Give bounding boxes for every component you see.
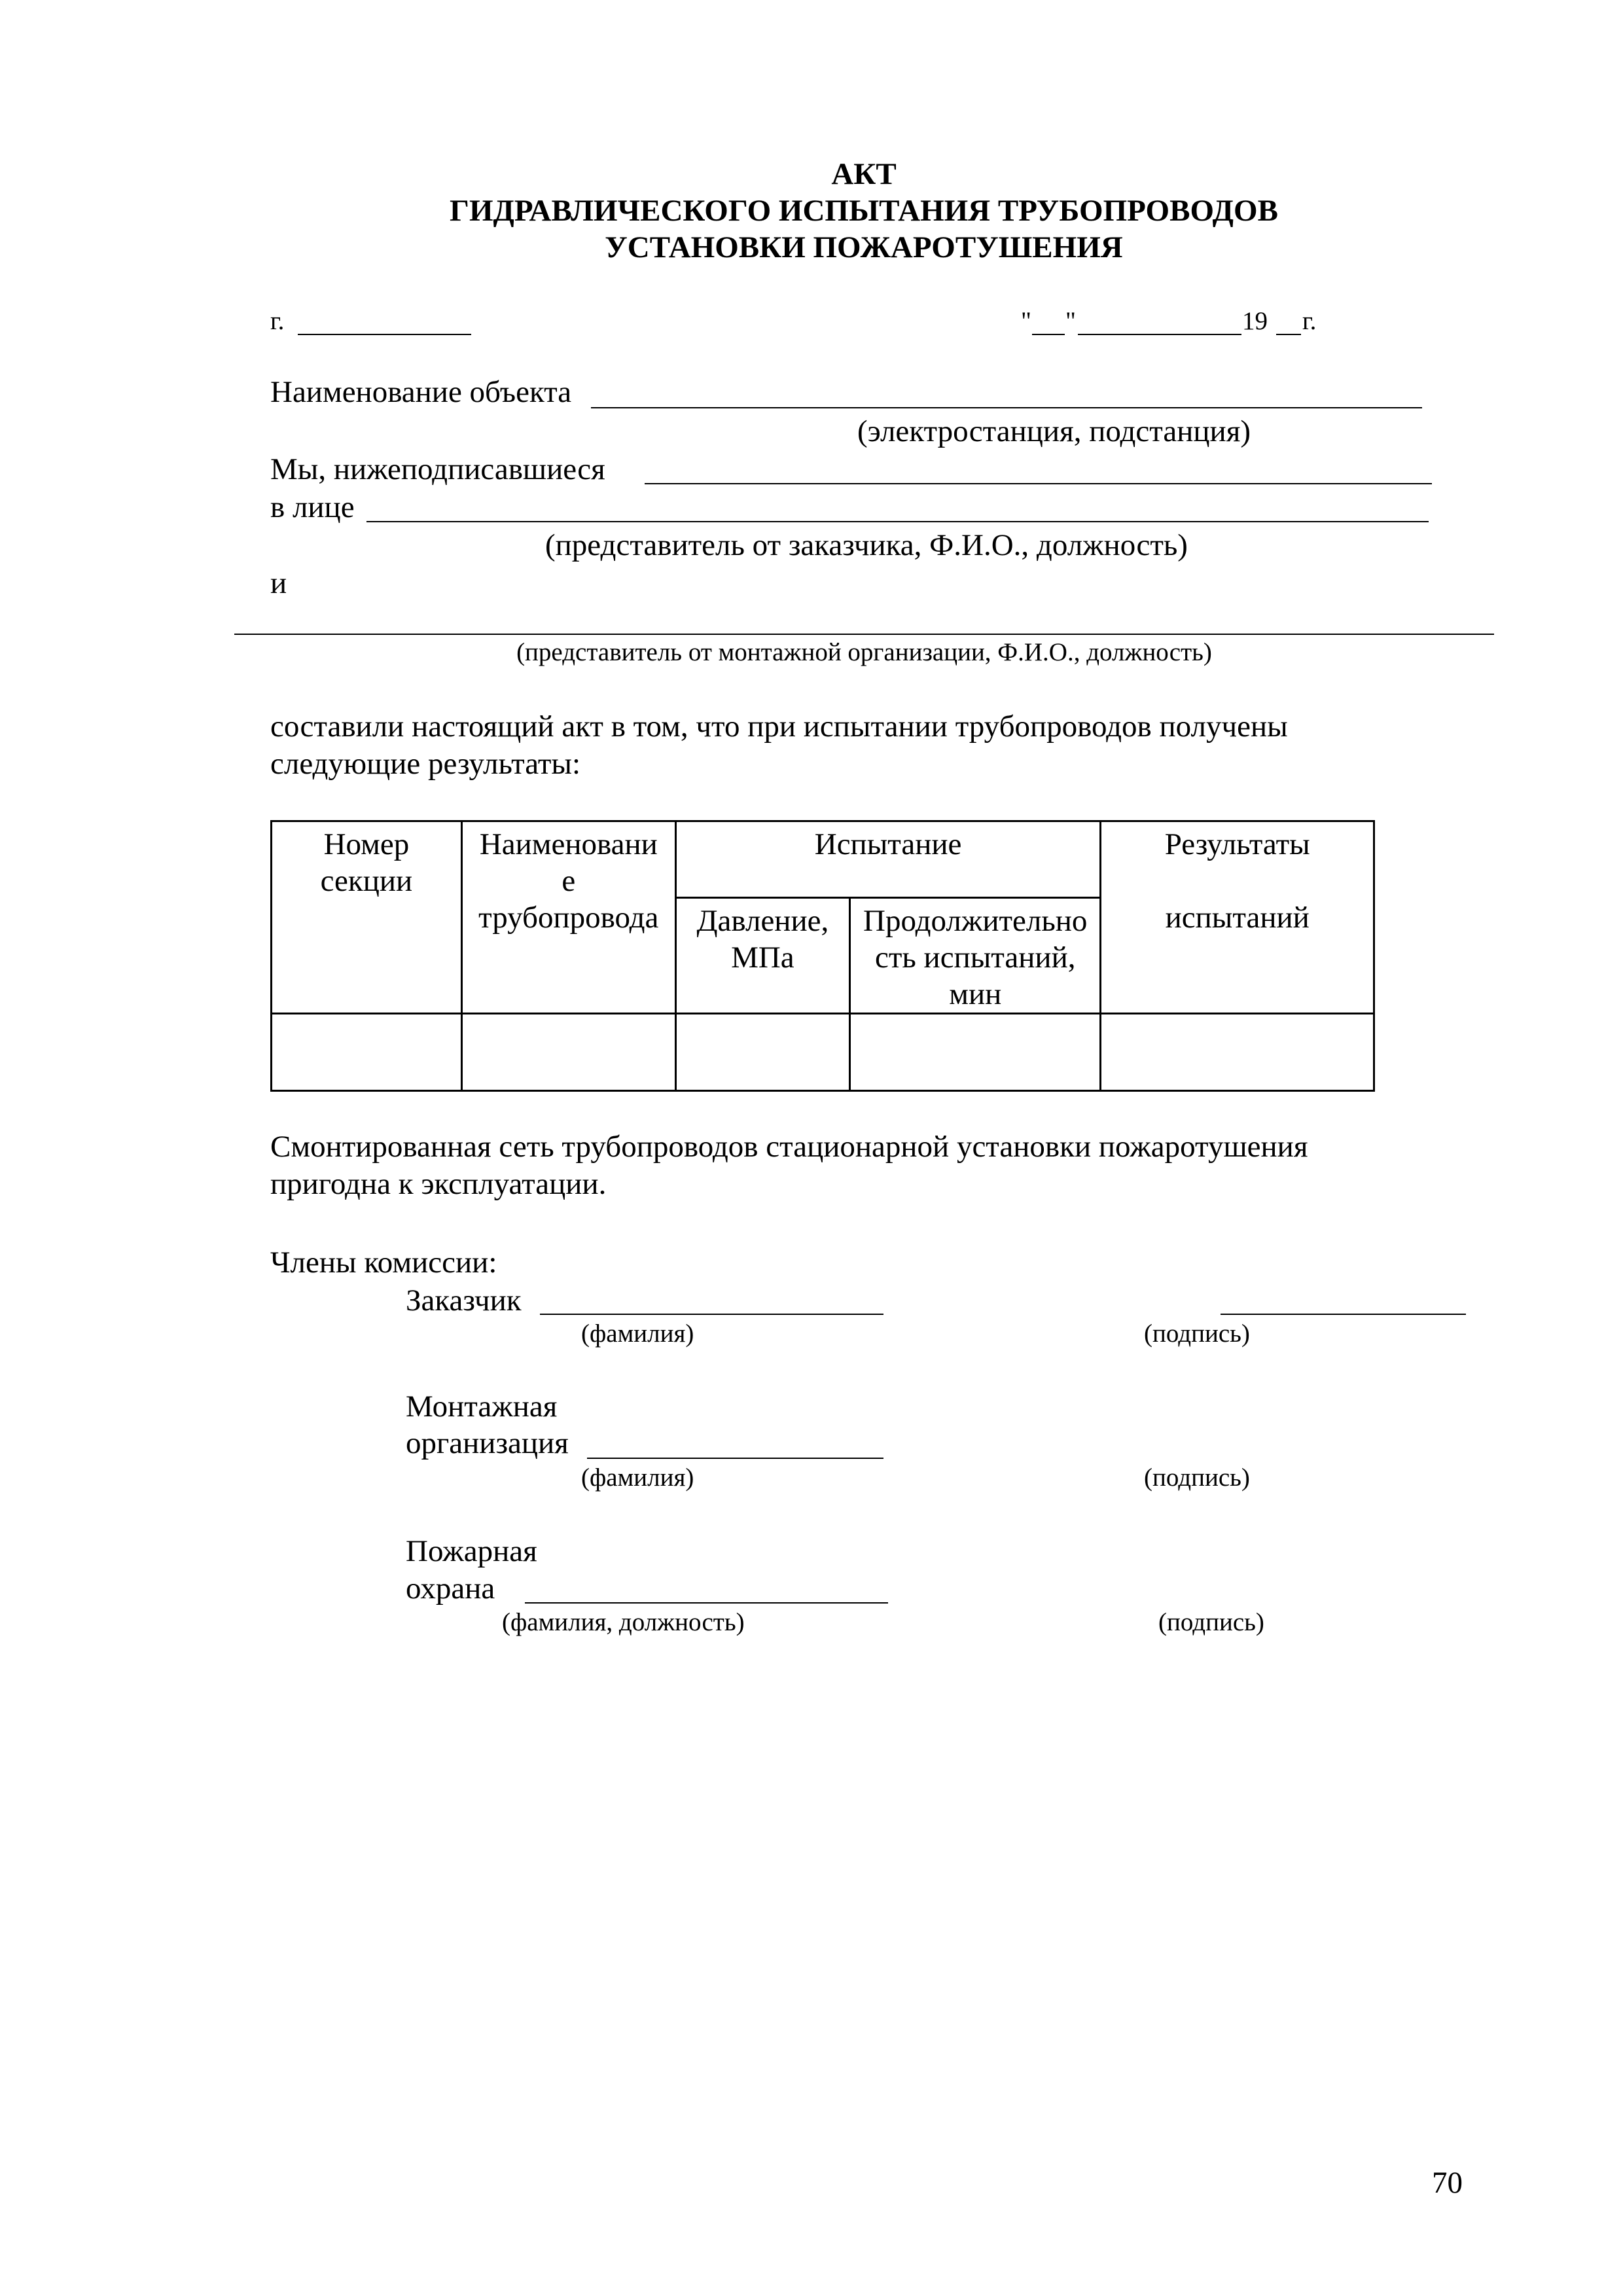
conclusion-line2: пригодна к эксплуатации. <box>270 1167 607 1201</box>
object-hint: (электростанция, подстанция) <box>857 414 1251 448</box>
customer-hint: (представитель от заказчика, Ф.И.О., должность) <box>545 528 1188 562</box>
header-section-number: Номер секции <box>272 821 462 1014</box>
header-pipeline-name: Наименовани е трубопровода <box>461 821 675 1014</box>
document-title: АКТ <box>831 157 897 191</box>
installer-hint: (представитель от монтажной организации, Ф.И.О., должность) <box>516 638 1212 666</box>
object-label: Наименование объекта <box>270 375 572 409</box>
date-year-prefix: 19 <box>1242 307 1268 335</box>
installer-surname-field[interactable] <box>587 1458 883 1459</box>
intro-line2: следующие результаты: <box>270 747 581 781</box>
and-label: и <box>270 566 287 600</box>
document-title-line2: ГИДРАВЛИЧЕСКОГО ИСПЫТАНИЯ ТРУБОПРОВОДОВ <box>450 194 1278 228</box>
cell-pipeline-name[interactable] <box>461 1014 675 1091</box>
customer-surname-field[interactable] <box>540 1314 883 1315</box>
city-prefix: г. <box>270 307 285 335</box>
customer-surname-hint: (фамилия) <box>581 1319 694 1348</box>
person-label: в лице <box>270 490 355 524</box>
date-month-field[interactable] <box>1078 334 1241 335</box>
customer-signature-hint: (подпись) <box>1144 1319 1250 1348</box>
cell-pressure[interactable] <box>675 1014 849 1091</box>
installer-signature-hint: (подпись) <box>1144 1463 1250 1492</box>
document-title-line3: УСТАНОВКИ ПОЖАРОТУШЕНИЯ <box>605 230 1123 264</box>
header-duration: Продолжительно сть испытаний, мин <box>850 898 1101 1014</box>
date-close-quote: " <box>1065 307 1076 335</box>
fire-label-line2: охрана <box>406 1571 495 1605</box>
installer-label-line2: организация <box>406 1426 569 1460</box>
installer-representative-field[interactable] <box>234 634 1494 635</box>
installer-label-line1: Монтажная <box>406 1390 558 1424</box>
date-open-quote: " <box>1021 307 1031 335</box>
conclusion-line1: Смонтированная сеть трубопроводов стационарной установки пожаротушения <box>270 1130 1308 1164</box>
cell-section-number[interactable] <box>272 1014 462 1091</box>
installer-surname-hint: (фамилия) <box>581 1463 694 1492</box>
date-day-field[interactable] <box>1032 334 1065 335</box>
results-table <box>270 820 1375 1092</box>
object-field[interactable] <box>591 407 1422 408</box>
date-year-field[interactable] <box>1276 334 1301 335</box>
customer-label: Заказчик <box>406 1283 522 1318</box>
city-field[interactable] <box>298 334 471 335</box>
intro-line1: составили настоящий акт в том, что при испытании трубопроводов получены <box>270 709 1288 744</box>
table-row <box>272 1014 1374 1091</box>
cell-duration[interactable] <box>850 1014 1101 1091</box>
fire-surname-hint: (фамилия, должность) <box>502 1608 745 1636</box>
page-number: 70 <box>1432 2166 1463 2200</box>
header-test: Испытание <box>675 821 1101 898</box>
header-results: Результаты испытаний <box>1101 821 1374 1014</box>
fire-surname-field[interactable] <box>525 1602 888 1604</box>
signers-label: Мы, нижеподписавшиеся <box>270 452 605 486</box>
customer-signature-field[interactable] <box>1221 1314 1466 1315</box>
cell-results[interactable] <box>1101 1014 1374 1091</box>
signers-field[interactable] <box>645 483 1432 484</box>
date-year-suffix: г. <box>1302 307 1317 335</box>
header-pressure: Давление, МПа <box>675 898 849 1014</box>
customer-representative-field[interactable] <box>366 521 1429 522</box>
commission-heading: Члены комиссии: <box>270 1246 497 1280</box>
fire-signature-hint: (подпись) <box>1158 1608 1264 1636</box>
fire-label-line1: Пожарная <box>406 1534 537 1568</box>
